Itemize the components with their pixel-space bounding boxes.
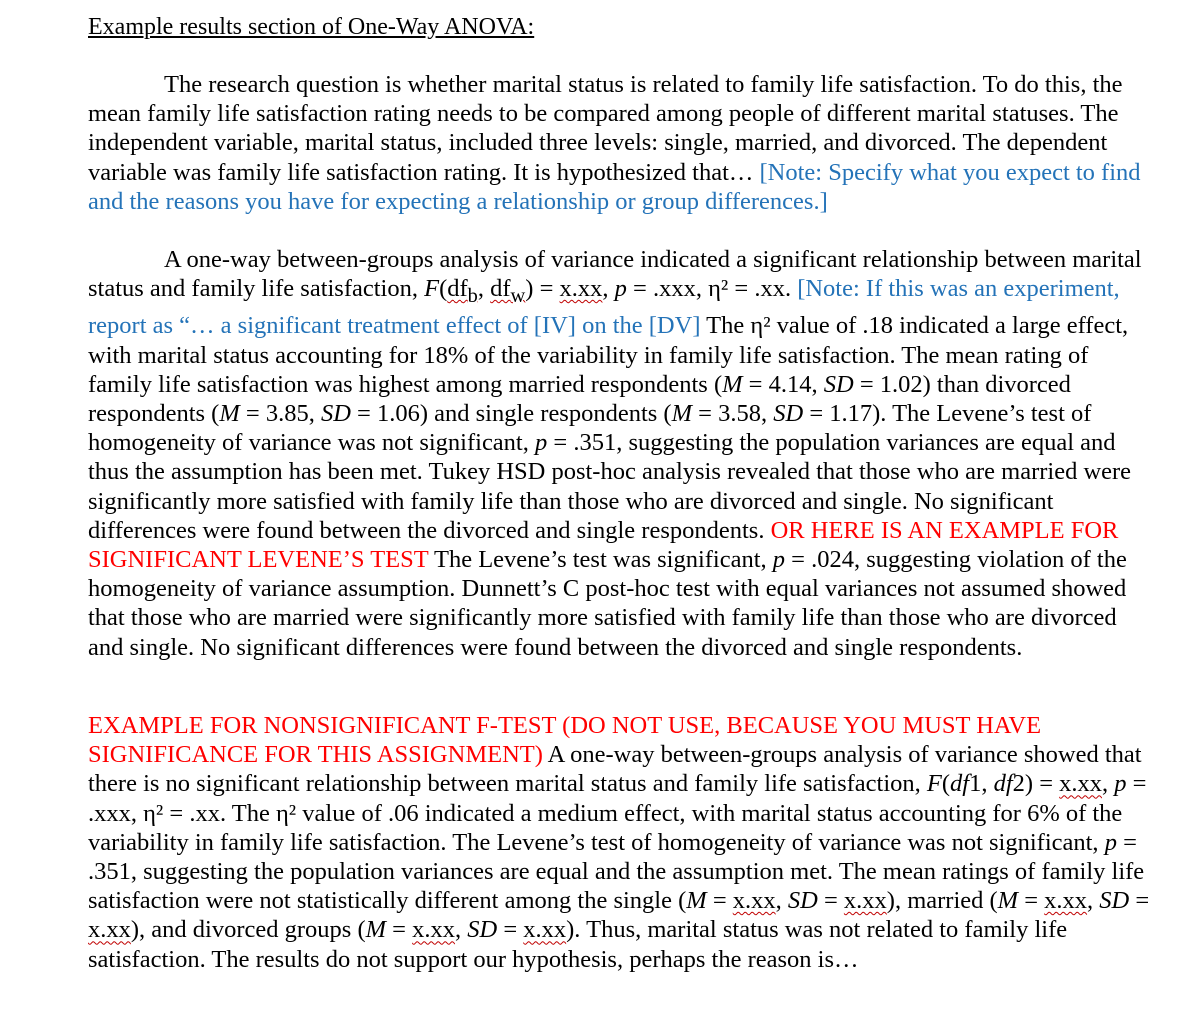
text-run: 2) = (1012, 770, 1060, 798)
stat-symbol: M (722, 370, 743, 398)
text-run: = (497, 916, 524, 944)
stat-symbol: SD (467, 916, 498, 944)
subscript: w (510, 285, 526, 308)
stat-symbol: SD (823, 370, 854, 398)
placeholder-value: x.xx (1044, 887, 1088, 915)
placeholder-value: x.xx (559, 275, 603, 303)
stat-symbol: df (950, 770, 970, 798)
text-run: = 4.14, (742, 370, 824, 398)
text-run: = 1.02) than divorced respondents ( (88, 370, 1071, 427)
text-run: = .xxx, η² = .xx. The η² value of .06 indicated a medium effect, with marital status accounting for 6% of the variability in family life satisfaction. The Levene’s test of homogeneity of variance was not significant, (88, 770, 1147, 856)
text-run: A one-way between-groups analysis of variance indicated a significant relationship between marital status and family life satisfaction, (88, 246, 1142, 303)
stat-symbol: F (424, 275, 440, 303)
df-between (447, 275, 478, 308)
text-run: A one-way between-groups analysis of variance showed that there is no significant relationship between marital status and family life satisfaction, (88, 741, 1142, 798)
paragraph-research-question (88, 70, 1150, 216)
red-instruction-text: EXAMPLE FOR NONSIGNIFICANT F-TEST (DO NOT USE, BECAUSE YOU MUST HAVE SIGNIFICANCE FOR THIS ASSIGNMENT) (88, 712, 1042, 769)
stat-symbol: M (686, 887, 707, 915)
text-run: = (1129, 887, 1150, 915)
text-run: df (490, 275, 511, 303)
stat-symbol: p (535, 429, 548, 457)
paragraph-significant-results (88, 245, 1150, 662)
stat-symbol: SD (773, 399, 804, 427)
text-run: = .351, suggesting the population variances are equal and thus the assumption has been met. Tukey HSD post-hoc analysis revealed that those who are married were significantly more satisfied with family life than those who are divorced and single. No significant differences were found between the divorced and single respondents. (88, 429, 1132, 544)
paragraph-nonsignificant-example (88, 711, 1150, 974)
text-run: df (447, 275, 468, 303)
text-run: ( (941, 770, 951, 798)
text-run: = (1018, 887, 1045, 915)
text-run: , (454, 916, 468, 944)
stat-symbol: p (614, 275, 627, 303)
stat-symbol: p (1114, 770, 1127, 798)
text-run: , (775, 887, 788, 915)
note-text: [Note: If this was an experiment, report as “… a significant treatment effect of [IV] on the [DV] (88, 275, 1120, 340)
stat-symbol: M (671, 399, 693, 427)
placeholder-value: x.xx (412, 916, 455, 944)
stat-symbol: M (219, 399, 240, 427)
stat-symbol: SD (787, 887, 818, 915)
stat-symbol: p (772, 545, 786, 573)
text-run: = .024, suggesting violation of the homogeneity of variance assumption. Dunnett’s C post-hoc test with equal variances not assumed showed that those who are married were significantly more satisfied with family life than those who are divorced and single. No significant differences were found between the divorced and single respondents. (88, 545, 1127, 661)
text-run: The Levene’s test was significant, (428, 545, 773, 573)
text-run: = 3.58, (692, 399, 774, 427)
text-run: The research question is whether marital status is related to family life satisfaction. To do this, the mean family life satisfaction rating needs to be compared among people of different marital statuses. The independent variable, marital status, included three levels: single, married, and divorced. The dependent variable was family life satisfaction rating. It is hypothesized that… (88, 71, 1123, 186)
text-run: ). Thus, marital status was not related to family life satisfaction. The results do not support our hypothesis, perhaps the reason is… (88, 916, 1068, 973)
red-instruction-text: OR HERE IS AN EXAMPLE FOR SIGNIFICANT LEVENE’S TEST (88, 516, 1119, 573)
text-run: ), married ( (886, 887, 998, 915)
text-run: , (602, 275, 615, 303)
text-run: ) = (525, 275, 560, 303)
text-run: = .xxx, η² = .xx. (626, 275, 798, 303)
text-run: = 3.85, (239, 399, 321, 427)
page-title: Example results section of One-Way ANOVA: (88, 14, 535, 40)
stat-symbol: SD (320, 399, 351, 427)
text-run: = (817, 887, 844, 915)
text-run: , (1087, 887, 1100, 915)
text-run: = 1.17). The Levene’s test of homogeneity of variance was not significant, (88, 399, 1092, 457)
stat-symbol: SD (1099, 887, 1130, 915)
stat-symbol: F (926, 770, 942, 798)
placeholder-value: x.xx (1059, 770, 1103, 798)
placeholder-value: x.xx (523, 916, 567, 944)
stat-symbol: p (1104, 828, 1117, 856)
text-run: ), and divorced groups ( (130, 916, 366, 944)
text-run: ( (439, 275, 448, 303)
text-run: , (477, 275, 491, 303)
note-text: [Note: Specify what you expect to find and the reasons you have for expecting a relationship or group differences.] (88, 158, 1141, 215)
text-run: = (706, 887, 733, 915)
stat-symbol: df (993, 770, 1013, 798)
text-run: = (386, 916, 413, 944)
stat-symbol: M (365, 916, 387, 944)
placeholder-value: x.xx (732, 887, 776, 915)
placeholder-value: x.xx (88, 916, 131, 944)
text-run: 1, (969, 770, 994, 798)
text-run: , (1102, 770, 1115, 798)
text-run: The η² value of .18 indicated a large effect, with marital status accounting for 18% of the variability in family life satisfaction. The mean rating of family life satisfaction was highest among married respondents ( (88, 312, 1129, 398)
text-run: = 1.06) and single respondents ( (350, 399, 672, 427)
df-within (490, 275, 526, 308)
text-run: = .351, suggesting the population variances are equal and the assumption met. The mean ratings of family life satisfaction were not statistically different among the single ( (88, 828, 1145, 915)
subscript: b (467, 285, 478, 308)
placeholder-value: x.xx (843, 887, 887, 915)
stat-symbol: M (997, 887, 1019, 915)
